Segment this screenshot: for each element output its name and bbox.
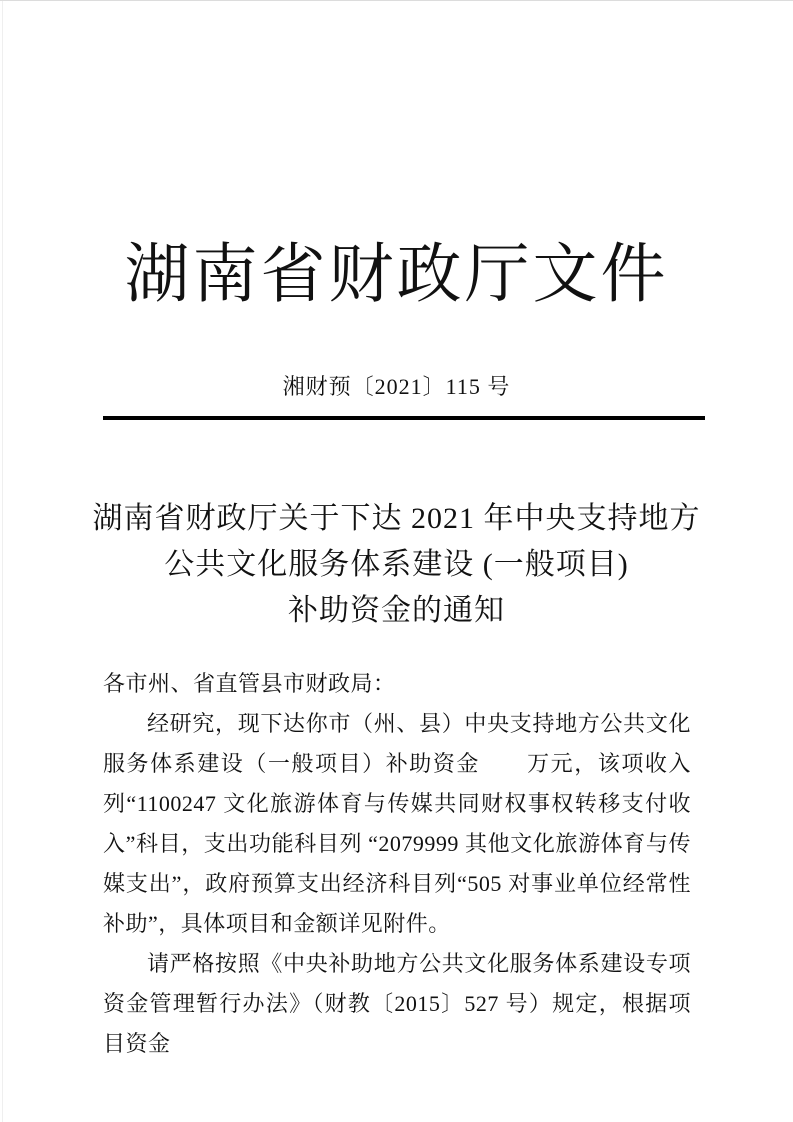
notice-title-line-2: 公共文化服务体系建设 (一般项目) xyxy=(164,548,629,581)
body-paragraph-2: 请严格按照《中央补助地方公共文化服务体系建设专项资金管理暂行办法》（财教〔2015〕527 号）规定，根据项目资金 xyxy=(103,951,691,1056)
body-paragraph-1: 经研究，现下达你市（州、县）中央支持地方公共文化服务体系建设（一般项目）补助资金 万元，该项收入列“1100247 文化旅游体育与传媒共同财权事权转移支付收入”科目，支出功能科目列 “2079999 其他文化旅游体育与传媒支出”，政府预算支出经济科目列“505 对事业单位经常性补助”，具体项目和金额详见附件。 xyxy=(103,711,691,936)
header-divider-rule xyxy=(103,416,705,420)
issuing-org-title: 湖南省财政厅文件 xyxy=(124,239,669,311)
page-edge-line xyxy=(2,1,3,1122)
notice-title-line-1: 湖南省财政厅关于下达 2021 年中央支持地方 xyxy=(92,502,701,535)
salutation: 各市州、省直管县市财政局： xyxy=(103,671,396,696)
notice-title-line-3: 补助资金的通知 xyxy=(288,594,505,627)
notice-title xyxy=(0,496,793,634)
document-number: 湘财预〔2021〕115 号 xyxy=(282,374,511,399)
document-body xyxy=(103,664,691,1064)
